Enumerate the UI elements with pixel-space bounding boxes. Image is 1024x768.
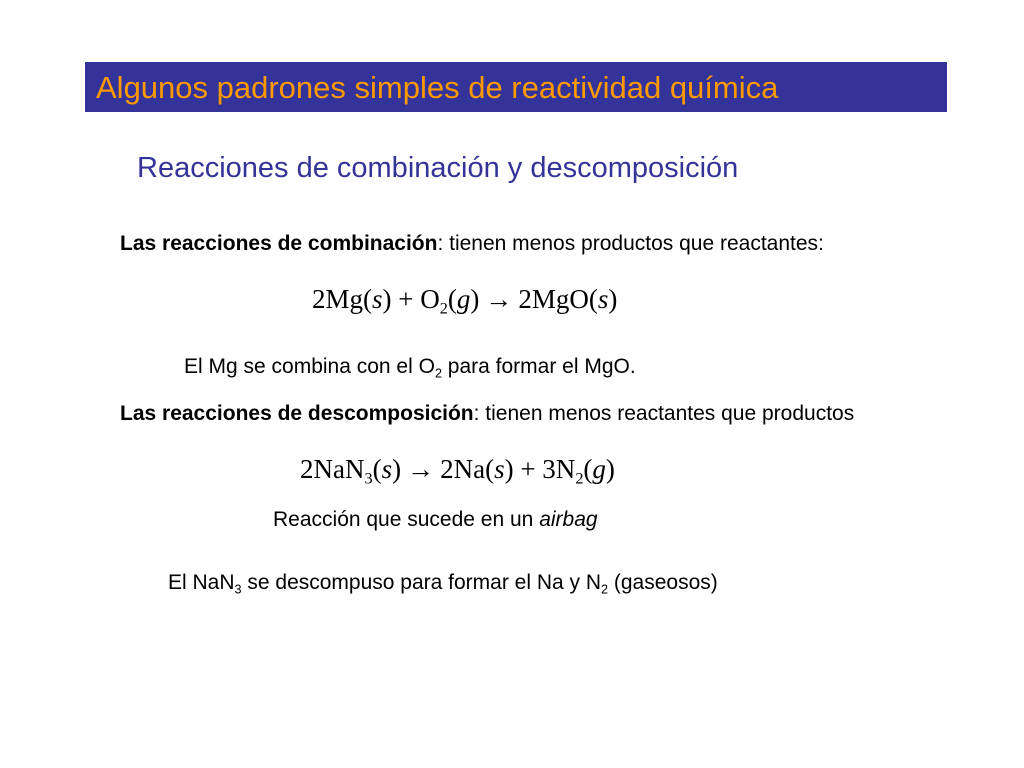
combination-equation: $2Mg(s) + O_2(g) \to 2MgO(s)$ [312,284,618,318]
slide-title: Algunos padrones simples de reactividad química [96,70,779,105]
decomposition-definition [120,398,860,429]
decomposition-description: : tienen menos reactantes que productos [473,402,855,425]
decomposition-term: Las reacciones de descomposición [120,402,474,425]
reaction-arrow-icon: → [407,454,435,484]
slide-subtitle: Reacciones de combinación y descomposición [137,152,739,184]
title-bar [85,62,947,112]
reaction-arrow-icon: → [485,284,513,314]
combination-description: : tienen menos productos que reactantes: [437,232,824,255]
combination-term: Las reacciones de combinación [120,232,438,255]
decomposition-equation: $2NaN_3(s) \to 2Na(s) + 3N_2(g)$ [300,454,615,488]
combination-note: El Mg se combina con el $O_2$ para formar el MgO. [184,355,636,381]
decomposition-note: El NaN$_3$ se descompuso para formar el Na y $N_2$ (gaseosos) [168,571,718,597]
combination-definition [120,228,860,259]
airbag-note: Reacción que sucede en un airbag [273,508,598,531]
